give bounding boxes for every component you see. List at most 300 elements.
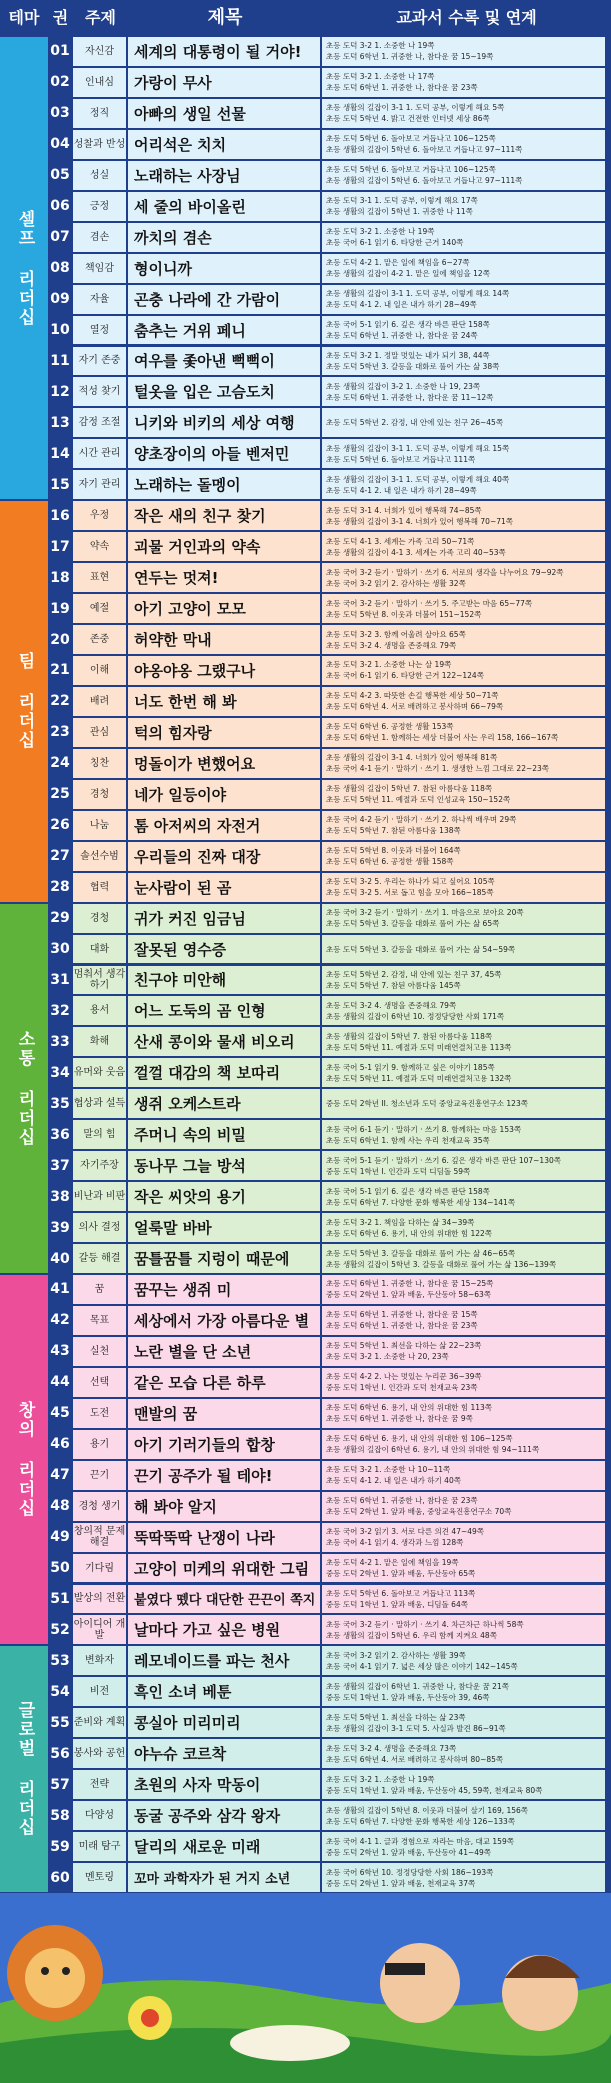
table-row	[0, 1026, 611, 1057]
volume-number: 53	[48, 1646, 72, 1675]
textbook-refs	[322, 1244, 605, 1273]
topic-cell: 멈춰서 생각하기	[73, 966, 126, 995]
table-row	[0, 965, 611, 996]
book-title: 작은 새의 친구 찾기	[128, 501, 320, 530]
textbook-refs	[322, 594, 605, 623]
textbook-ref-line: 초등 도덕 3-2 5. 서로 돕고 힘을 모아 166~185쪽	[326, 888, 494, 898]
illustration-footer	[0, 1893, 611, 2083]
book-title: 노래하는 돌멩이	[128, 470, 320, 499]
book-title: 니키와 비키의 세상 여행	[128, 408, 320, 437]
table-row	[0, 1274, 611, 1305]
volume-number: 15	[48, 470, 72, 499]
textbook-refs	[322, 192, 605, 221]
volume-number: 24	[48, 749, 72, 778]
volume-number: 01	[48, 37, 72, 66]
table-header	[0, 0, 611, 36]
textbook-ref-line: 중등 도덕 2학년 1. 앞과 배움, 두산동아 41~49쪽	[326, 1847, 492, 1857]
textbook-ref-line: 초등 국어 3-2 읽기 2. 감사하는 생활 32쪽	[326, 578, 466, 588]
table-row	[0, 67, 611, 98]
textbook-ref-line: 초등 도덕 3-2 1. 소중한 나 19쪽	[326, 1774, 435, 1784]
topic-cell: 대화	[73, 935, 126, 964]
topic-cell: 봉사와 공헌	[73, 1739, 126, 1768]
table-row	[0, 1181, 611, 1212]
textbook-ref-line: 초등 생활의 길잡이 5학년 7. 참된 아름다움 118쪽	[326, 1031, 493, 1041]
textbook-ref-line: 초등 생활의 길잡이 6학년 1. 귀중한 나, 참다운 꿈 21쪽	[326, 1681, 509, 1691]
textbook-ref-line: 초등 도덕 6학년 1. 함께 사는 우리 천재교육 35쪽	[326, 1135, 490, 1145]
book-title: 얼룩말 바바	[128, 1213, 320, 1242]
volume-number: 13	[48, 408, 72, 437]
textbook-refs	[322, 130, 605, 159]
table-row	[0, 686, 611, 717]
textbook-ref-line: 초등 생활의 길잡이 6학년 6. 용기, 내 안의 위대한 힘 94~111쪽	[326, 1445, 540, 1455]
textbook-ref-line: 중등 도덕 2학년 1. 앞과 배움, 두산동아 58~63쪽	[326, 1290, 492, 1300]
textbook-refs	[322, 1368, 605, 1397]
topic-cell: 말의 힘	[73, 1120, 126, 1149]
table-row	[0, 1491, 611, 1522]
table-row	[0, 222, 611, 253]
volume-number: 56	[48, 1739, 72, 1768]
topic-cell: 긍정	[73, 192, 126, 221]
topic-cell: 비전	[73, 1677, 126, 1706]
textbook-ref-line: 초등 도덕 5학년 4. 밝고 건전한 인터넷 세상 86쪽	[326, 114, 490, 124]
book-title: 날마다 가고 싶은 병원	[128, 1615, 320, 1644]
textbook-ref-line: 초등 국어 6-1 듣기 · 말하기 · 쓰기 8. 함께하는 마음 153쪽	[326, 1124, 522, 1134]
theme-label: 창의 리더십	[14, 1401, 35, 1519]
textbook-ref-line: 초등 국어 6-1 읽기 6. 타당한 근거 122~124쪽	[326, 671, 484, 681]
textbook-refs	[322, 1151, 605, 1180]
textbook-refs	[322, 1492, 605, 1521]
book-title: 너도 한번 해 봐	[128, 687, 320, 716]
volume-number: 27	[48, 842, 72, 871]
volume-number: 20	[48, 625, 72, 654]
textbook-ref-line: 초등 도덕 3-2 1. 소중한 나 19쪽	[326, 227, 435, 237]
textbook-ref-line: 초등 도덕 3-2 4. 생명을 존중해요 79쪽	[326, 1000, 457, 1010]
book-title: 야누슈 코르착	[128, 1739, 320, 1768]
book-title: 동굴 공주와 삼각 왕자	[128, 1801, 320, 1830]
table-row	[0, 1057, 611, 1088]
volume-number: 28	[48, 873, 72, 902]
textbook-ref-line: 초등 도덕 4-2 1. 맡은 일에 책임을 19쪽	[326, 1558, 459, 1568]
textbook-ref-line: 초등 도덕 6학년 1. 귀중한 나, 참다운 꿈 23쪽	[326, 1321, 478, 1331]
textbook-ref-line: 초등 도덕 6학년 1. 귀중한 나, 참다운 꿈 9쪽	[326, 1414, 473, 1424]
textbook-refs	[322, 223, 605, 252]
book-title: 가랑이 무사	[128, 68, 320, 97]
theme-comm	[0, 904, 48, 1273]
book-title: 작은 씨앗의 용기	[128, 1182, 320, 1211]
textbook-ref-line: 초등 도덕 6학년 7. 다양한 문화 행복한 세상 134~141쪽	[326, 1197, 516, 1207]
textbook-ref-line: 초등 도덕 5학년 3. 갈등을 대화로 풀어 가는 삶 65쪽	[326, 919, 500, 929]
book-title: 껄껄 대감의 책 보따리	[128, 1058, 320, 1087]
textbook-ref-line: 초등 도덕 4-1 2. 내 일은 내가 하기 40쪽	[326, 1476, 461, 1486]
textbook-ref-line: 초등 도덕 5학년 11. 예절과 도덕 미래연결처고용 113쪽	[326, 1042, 512, 1052]
table-row	[0, 129, 611, 160]
textbook-refs	[322, 1213, 605, 1242]
book-title: 우리들의 진짜 대장	[128, 842, 320, 871]
textbook-ref-line: 초등 도덕 3-2 1. 책임을 다하는 삶 34~39쪽	[326, 1217, 475, 1227]
textbook-ref-line: 중등 도덕 1학년 1. 앞과 배움, 두산동아 39, 46쪽	[326, 1692, 490, 1702]
textbook-ref-line: 초등 도덕 3-2 5. 우리는 하나가 되고 싶어요 105쪽	[326, 877, 495, 887]
topic-cell: 경청 생기	[73, 1492, 126, 1521]
table-row	[0, 1522, 611, 1553]
textbook-ref-line: 초등 도덕 5학년 6. 돌아보고 거듭나고 106~125쪽	[326, 165, 496, 175]
textbook-ref-line: 초등 도덕 6학년 6. 용기, 내 안의 위대한 힘 106~125쪽	[326, 1434, 513, 1444]
topic-cell: 적성 찾기	[73, 377, 126, 406]
textbook-ref-line: 초등 도덕 4-2 1. 맡은 일에 책임을 6~27쪽	[326, 258, 470, 268]
volume-number: 04	[48, 130, 72, 159]
topic-cell: 열정	[73, 316, 126, 345]
textbook-refs	[322, 1120, 605, 1149]
textbook-ref-line: 초등 생활의 길잡이 5학년 6. 돌아보고 거듭나고 97~111쪽	[326, 176, 523, 186]
table-row	[0, 469, 611, 500]
textbook-ref-line: 중등 도덕 1학년 1. 앞과 배움, 두산동아 45, 59쪽, 천재교육 80쪽	[326, 1785, 543, 1795]
header-refs: 교과서 수록 및 연계	[396, 8, 537, 27]
volume-number: 16	[48, 501, 72, 530]
volume-number: 50	[48, 1554, 72, 1583]
topic-cell: 창의적 문제 해결	[73, 1523, 126, 1552]
header-theme: 테마	[8, 8, 40, 27]
theme-label: 글로벌 리더십	[14, 1701, 35, 1838]
theme-team	[0, 501, 48, 901]
textbook-refs	[322, 68, 605, 97]
textbook-refs	[322, 1615, 605, 1644]
topic-cell: 자기 관리	[73, 470, 126, 499]
volume-number: 33	[48, 1027, 72, 1056]
textbook-ref-line: 중등 도덕 1학년 I. 인간과 도덕 천재교육 23쪽	[326, 1383, 478, 1393]
volume-number: 03	[48, 99, 72, 128]
textbook-refs	[322, 408, 605, 437]
volume-number: 52	[48, 1615, 72, 1644]
header-vol: 권	[52, 8, 69, 27]
textbook-ref-line: 초등 도덕 6학년 6. 용기, 내 안의 위대한 힘 113쪽	[326, 1403, 493, 1413]
textbook-ref-line: 초등 국어 3-2 읽기 2. 감사하는 생활 39쪽	[326, 1650, 466, 1660]
textbook-ref-line: 초등 도덕 6학년 4. 서로 배려하고 봉사하며 80~85쪽	[326, 1754, 504, 1764]
book-title: 곤충 나라에 간 가람이	[128, 285, 320, 314]
textbook-ref-line: 초등 도덕 3-2 1. 소중한 나 20, 23쪽	[326, 1352, 449, 1362]
textbook-ref-line: 초등 도덕 3-2 4. 생명을 존중해요 73쪽	[326, 1743, 457, 1753]
textbook-refs	[322, 316, 605, 345]
table-row	[0, 624, 611, 655]
book-title: 야옹야옹 그랬구나	[128, 656, 320, 685]
textbook-ref-line: 초등 도덕 5학년 3. 갈등을 대화로 풀어 가는 삶 38쪽	[326, 361, 500, 371]
volume-number: 32	[48, 996, 72, 1025]
volume-number: 18	[48, 563, 72, 592]
topic-cell: 성실	[73, 161, 126, 190]
book-title: 노래하는 사장님	[128, 161, 320, 190]
topic-cell: 발상의 전환	[73, 1585, 126, 1614]
topic-cell: 겸손	[73, 223, 126, 252]
textbook-ref-line: 초등 도덕 6학년 1. 귀중한 나, 참다운 꿈 15~19쪽	[326, 52, 494, 62]
topic-cell: 끈기	[73, 1461, 126, 1490]
textbook-refs	[322, 718, 605, 747]
textbook-refs	[322, 1089, 605, 1118]
volume-number: 54	[48, 1677, 72, 1706]
book-title: 친구야 미안해	[128, 966, 320, 995]
textbook-ref-line: 초등 도덕 4-2 2. 나는 멋있는 누리꾼 36~39쪽	[326, 1372, 482, 1382]
volume-number: 26	[48, 811, 72, 840]
textbook-refs	[322, 873, 605, 902]
table-row	[0, 995, 611, 1026]
topic-cell: 칭찬	[73, 749, 126, 778]
textbook-refs	[322, 811, 605, 840]
volume-number: 10	[48, 316, 72, 345]
textbook-refs	[322, 842, 605, 871]
topic-cell: 표현	[73, 563, 126, 592]
textbook-ref-line: 초등 생활의 길잡이 4-1 3. 세계는 가족 고리 40~53쪽	[326, 547, 506, 557]
textbook-refs	[322, 1863, 605, 1892]
textbook-refs	[322, 1677, 605, 1706]
textbook-ref-line: 초등 도덕 5학년 8. 이웃과 더불어 151~152쪽	[326, 609, 482, 619]
textbook-ref-line: 초등 도덕 3-2 1. 소중한 나는 살 19쪽	[326, 660, 452, 670]
volume-number: 38	[48, 1182, 72, 1211]
table-row	[0, 1088, 611, 1119]
topic-cell: 예절	[73, 594, 126, 623]
book-title: 초원의 사자 막동이	[128, 1770, 320, 1799]
textbook-refs	[322, 161, 605, 190]
volume-number: 35	[48, 1089, 72, 1118]
textbook-ref-line: 초등 도덕 5학년 6. 돌아보고 거듭나고 106~125쪽	[326, 134, 496, 144]
textbook-ref-line: 중등 도덕 2학년 II. 청소년과 도덕 중앙교육진흥연구소 123쪽	[326, 1099, 528, 1109]
book-title: 괴물 거인과의 약속	[128, 532, 320, 561]
theme-label: 셀프 리더십	[14, 209, 35, 327]
topic-cell: 경청	[73, 904, 126, 933]
table-row	[0, 903, 611, 934]
topic-cell: 멘토링	[73, 1863, 126, 1892]
volume-number: 58	[48, 1801, 72, 1830]
table-row	[0, 841, 611, 872]
volume-number: 12	[48, 377, 72, 406]
book-title: 생쥐 오케스트라	[128, 1089, 320, 1118]
volume-number: 49	[48, 1523, 72, 1552]
volume-number: 07	[48, 223, 72, 252]
textbook-ref-line: 초등 도덕 5학년 11. 예절과 도덕 미래연결처고용 132쪽	[326, 1073, 512, 1083]
table-row	[0, 438, 611, 469]
textbook-refs	[322, 347, 605, 376]
textbook-ref-line: 초등 생활의 길잡이 6학년 10. 정정당당한 사회 171쪽	[326, 1011, 505, 1021]
table-row	[0, 872, 611, 903]
table-row	[0, 531, 611, 562]
textbook-refs	[322, 1646, 605, 1675]
volume-number: 02	[48, 68, 72, 97]
book-title: 춤추는 거위 페니	[128, 316, 320, 345]
table-row	[0, 500, 611, 531]
table-row	[0, 1243, 611, 1274]
volume-number: 60	[48, 1863, 72, 1892]
book-title: 해 봐야 알지	[128, 1492, 320, 1521]
textbook-ref-line: 초등 국어 4-1 읽기 7. 넓은 세상 많은 이야기 142~145쪽	[326, 1661, 518, 1671]
theme-create	[0, 1275, 48, 1644]
book-title: 아빠의 생일 선물	[128, 99, 320, 128]
table-row	[0, 1429, 611, 1460]
textbook-ref-line: 초등 생활의 길잡이 3-1 4. 너희가 있어 행복해 70~71쪽	[326, 516, 514, 526]
textbook-refs	[322, 656, 605, 685]
volume-number: 41	[48, 1275, 72, 1304]
textbook-ref-line: 초등 생활의 길잡이 5학년 6. 돌아보고 거듭나고 97~111쪽	[326, 145, 523, 155]
textbook-ref-line: 초등 도덕 6학년 1. 귀중한 나, 참다운 꿈 15쪽	[326, 1310, 478, 1320]
topic-cell: 시간 관리	[73, 439, 126, 468]
book-title: 세상에서 가장 아름다운 별	[128, 1306, 320, 1335]
textbook-ref-line: 초등 도덕 6학년 6. 용기, 내 안의 위대한 힘 122쪽	[326, 1228, 493, 1238]
textbook-ref-line: 초등 생활의 길잡이 3-1 1. 도덕 공부, 이렇게 해요 5쪽	[326, 103, 505, 113]
textbook-ref-line: 초등 생활의 길잡이 3-1 1. 도덕 공부, 이렇게 해요 15쪽	[326, 443, 510, 453]
book-title: 콩실아 미리미리	[128, 1708, 320, 1737]
book-title: 털옷을 입은 고슴도치	[128, 377, 320, 406]
textbook-refs	[322, 1770, 605, 1799]
volume-number: 57	[48, 1770, 72, 1799]
textbook-ref-line: 초등 도덕 6학년 1. 귀중한 나, 참다운 꿈 15~25쪽	[326, 1279, 494, 1289]
topic-cell: 이해	[73, 656, 126, 685]
textbook-ref-line: 초등 생활의 길잡이 3-1 1. 도덕 공부, 이렇게 해요 14쪽	[326, 289, 510, 299]
book-title: 세 줄의 바이올린	[128, 192, 320, 221]
topic-cell: 유머와 웃음	[73, 1058, 126, 1087]
textbook-refs	[322, 904, 605, 933]
book-title: 여우를 좇아낸 뻑뻑이	[128, 347, 320, 376]
textbook-ref-line: 초등 도덕 3-2 1. 정말 멋있는 내가 되기 38, 44쪽	[326, 350, 490, 360]
textbook-ref-line: 초등 도덕 4-2 3. 따뜻한 손길 행복한 세상 50~71쪽	[326, 691, 499, 701]
textbook-ref-line: 초등 도덕 3-1 4. 너희가 있어 행복해 74~85쪽	[326, 505, 482, 515]
textbook-refs	[322, 625, 605, 654]
table-row	[0, 1707, 611, 1738]
topic-cell: 비난과 비판	[73, 1182, 126, 1211]
textbook-refs	[322, 285, 605, 314]
topic-cell: 갈등 해결	[73, 1244, 126, 1273]
topic-cell: 성찰과 반성	[73, 130, 126, 159]
textbook-refs	[322, 254, 605, 283]
textbook-refs	[322, 1832, 605, 1861]
book-title: 연두는 멋져!	[128, 563, 320, 592]
textbook-ref-line: 초등 생활의 길잡이 3-1 4. 너희가 있어 행복해 81쪽	[326, 753, 498, 763]
textbook-ref-line: 초등 도덕 5학년 2. 감정, 내 안에 있는 친구 37, 45쪽	[326, 969, 502, 979]
textbook-ref-line: 초등 도덕 5학년 7. 참된 아름다움 138쪽	[326, 826, 461, 836]
volume-number: 08	[48, 254, 72, 283]
table-row	[0, 160, 611, 191]
textbook-ref-line: 초등 도덕 6학년 6. 공정한 생활 153쪽	[326, 722, 454, 732]
textbook-ref-line: 초등 도덕 6학년 1. 함께하는 세상 더불어 사는 우리 158, 166~167쪽	[326, 733, 559, 743]
theme-self	[0, 37, 48, 499]
textbook-ref-line: 초등 국어 5-1 읽기 6. 깊은 생각 바른 판단 158쪽	[326, 1186, 490, 1196]
textbook-refs	[322, 966, 605, 995]
textbook-refs	[322, 1739, 605, 1768]
textbook-ref-line: 초등 도덕 5학년 2. 감정, 내 안에 있는 친구 26~45쪽	[326, 418, 504, 428]
book-title: 주머니 속의 비밀	[128, 1120, 320, 1149]
table-row	[0, 1862, 611, 1893]
topic-cell: 자율	[73, 285, 126, 314]
textbook-ref-line: 초등 도덕 5학년 1. 최선을 다하는 삶 22~23쪽	[326, 1341, 482, 1351]
topic-cell: 아이디어 개발	[73, 1615, 126, 1644]
textbook-ref-line: 초등 도덕 4-1 3. 세계는 가족 고리 50~71쪽	[326, 536, 475, 546]
textbook-refs	[322, 1399, 605, 1428]
book-title: 노란 별을 단 소년	[128, 1337, 320, 1366]
textbook-ref-line: 초등 도덕 5학년 1. 최선을 다하는 삶 23쪽	[326, 1712, 466, 1722]
topic-cell: 기다림	[73, 1554, 126, 1583]
topic-cell: 협상과 설득	[73, 1089, 126, 1118]
book-title: 동나무 그늘 방석	[128, 1151, 320, 1180]
topic-cell: 배려	[73, 687, 126, 716]
volume-number: 06	[48, 192, 72, 221]
volume-number: 19	[48, 594, 72, 623]
table-row	[0, 1119, 611, 1150]
textbook-refs	[322, 377, 605, 406]
topic-cell: 꿈	[73, 1275, 126, 1304]
textbook-ref-line: 초등 도덕 3-2 1. 소중한 나 10~11쪽	[326, 1465, 451, 1475]
book-title: 턱의 힘자랑	[128, 718, 320, 747]
book-title: 뚝딱뚝딱 난쟁이 나라	[128, 1523, 320, 1552]
topic-cell: 자기주장	[73, 1151, 126, 1180]
volume-number: 51	[48, 1585, 72, 1614]
topic-cell: 인내심	[73, 68, 126, 97]
textbook-refs	[322, 687, 605, 716]
textbook-refs	[322, 780, 605, 809]
header-topic: 주제	[85, 8, 116, 27]
textbook-ref-line: 초등 도덕 5학년 6. 돌아보고 거듭나고 113쪽	[326, 1588, 476, 1598]
volume-number: 42	[48, 1306, 72, 1335]
textbook-refs	[322, 1585, 605, 1614]
textbook-refs	[322, 532, 605, 561]
textbook-refs	[322, 501, 605, 530]
book-title: 멍돌이가 변했어요	[128, 749, 320, 778]
topic-cell: 자신감	[73, 37, 126, 66]
book-title: 맨발의 꿈	[128, 1399, 320, 1428]
textbook-ref-line: 초등 국어 3-2 읽기 3. 서로 다른 의견 47~49쪽	[326, 1527, 485, 1537]
topic-cell: 약속	[73, 532, 126, 561]
textbook-ref-line: 초등 국어 5-1 읽기 9. 함께하고 싶은 이야기 185쪽	[326, 1062, 495, 1072]
volume-number: 31	[48, 966, 72, 995]
book-title: 양초장이의 아들 벤저민	[128, 439, 320, 468]
book-title: 어리석은 치치	[128, 130, 320, 159]
table-row	[0, 191, 611, 222]
table-row	[0, 1212, 611, 1243]
book-title: 같은 모습 다른 하루	[128, 1368, 320, 1397]
volume-number: 14	[48, 439, 72, 468]
textbook-ref-line: 초등 도덕 6학년 1. 귀중한 나, 참다운 꿈 23쪽	[326, 1496, 478, 1506]
table-row	[0, 717, 611, 748]
textbook-ref-line: 초등 국어 4-2 듣기 · 말하기 · 쓰기 2. 하나씩 배우며 29쪽	[326, 815, 517, 825]
volume-number: 43	[48, 1337, 72, 1366]
textbook-ref-line: 초등 국어 4-1 듣기 · 말하기 · 쓰기 1. 생생한 느낌 그대로 22~23쪽	[326, 764, 550, 774]
textbook-ref-line: 초등 도덕 6학년 1. 귀중한 나, 참다운 꿈 24쪽	[326, 331, 478, 341]
volume-number: 45	[48, 1399, 72, 1428]
book-title: 아기 기러기들의 합창	[128, 1430, 320, 1459]
table-row	[0, 779, 611, 810]
book-title: 끈기 공주가 될 테야!	[128, 1461, 320, 1490]
topic-cell: 전략	[73, 1770, 126, 1799]
textbook-refs	[322, 1801, 605, 1830]
textbook-refs	[322, 1430, 605, 1459]
volume-number: 29	[48, 904, 72, 933]
table-row	[0, 1645, 611, 1676]
textbook-refs	[322, 439, 605, 468]
textbook-refs	[322, 1337, 605, 1366]
textbook-refs	[322, 1523, 605, 1552]
textbook-refs	[322, 1306, 605, 1335]
textbook-ref-line: 초등 도덕 5학년 8. 이웃과 더불어 164쪽	[326, 846, 461, 856]
table-row	[0, 562, 611, 593]
textbook-refs	[322, 935, 605, 964]
table-row	[0, 934, 611, 965]
textbook-ref-line: 중등 도덕 1학년 1. 앞과 배움, 디딤돌 64쪽	[326, 1599, 468, 1609]
textbook-ref-line: 초등 도덕 3-2 1. 소중한 나 19쪽	[326, 41, 435, 51]
book-title: 달리의 새로운 미래	[128, 1832, 320, 1861]
topic-cell: 협력	[73, 873, 126, 902]
table-row	[0, 655, 611, 686]
textbook-ref-line: 중등 도덕 1학년 I. 인간과 도덕 디딤돌 59쪽	[326, 1166, 471, 1176]
textbook-ref-line: 중등 도덕 2학년 1. 앞과 배움, 두산동아 65쪽	[326, 1569, 476, 1579]
book-title: 네가 일등이야	[128, 780, 320, 809]
textbook-ref-line: 초등 생활의 길잡이 3-2 1. 소중한 나 19, 23쪽	[326, 381, 481, 391]
textbook-ref-line: 초등 도덕 6학년 6. 공정한 생활 158쪽	[326, 857, 454, 867]
table-row	[0, 407, 611, 438]
textbook-refs	[322, 563, 605, 592]
textbook-refs	[322, 749, 605, 778]
